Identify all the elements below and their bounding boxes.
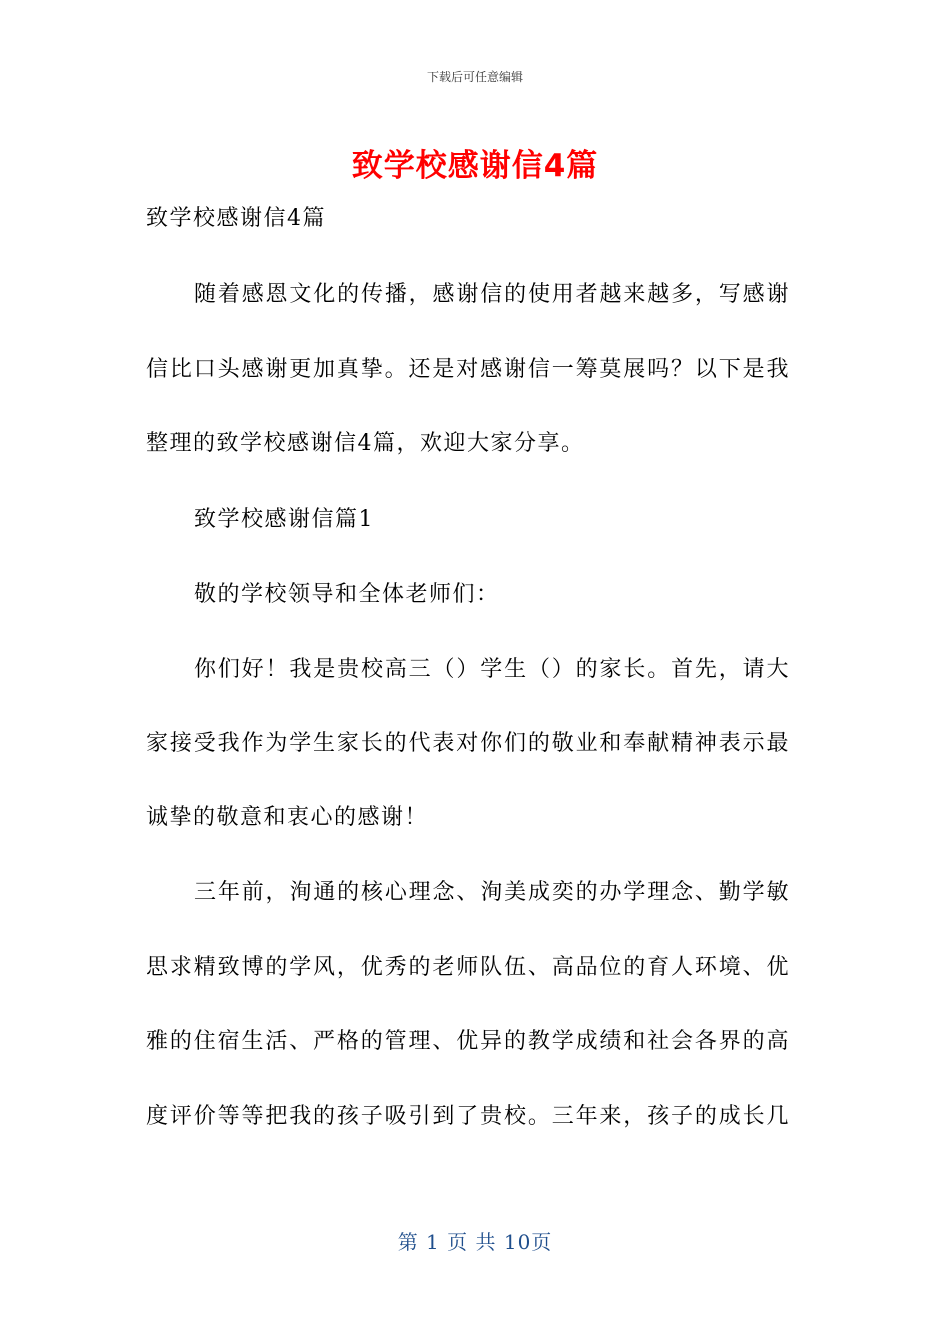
- paragraph-line: 整理的致学校感谢信4篇，欢迎大家分享。: [146, 431, 585, 456]
- document-title: 致学校感谢信4篇: [351, 148, 599, 184]
- salutation-line: 敬的学校领导和全体老师们：: [194, 582, 500, 607]
- subtitle-line: 致学校感谢信4篇: [146, 206, 326, 231]
- page-number-footer: 第 1 页 共 10页: [397, 1230, 553, 1254]
- paragraph-line: 思求精致博的学风，优秀的老师队伍、高品位的育人环境、优: [146, 955, 790, 980]
- paragraph-line: 家接受我作为学生家长的代表对你们的敬业和奉献精神表示最: [146, 731, 790, 756]
- section-heading: 致学校感谢信篇1: [194, 507, 374, 532]
- paragraph-line: 信比口头感谢更加真挚。还是对感谢信一筹莫展吗？以下是我: [146, 357, 790, 382]
- paragraph-line: 三年前，洵通的核心理念、洵美成奕的办学理念、勤学敏: [194, 880, 790, 905]
- paragraph-line: 诚挚的敬意和衷心的感谢！: [146, 805, 429, 830]
- paragraph-line: 度评价等等把我的孩子吸引到了贵校。三年来，孩子的成长几: [146, 1104, 790, 1129]
- paragraph-line: 你们好！我是贵校高三（）学生（）的家长。首先，请大: [194, 657, 790, 682]
- paragraph-line: 随着感恩文化的传播，感谢信的使用者越来越多，写感谢: [194, 282, 790, 307]
- paragraph-line: 雅的住宿生活、严格的管理、优异的教学成绩和社会各界的高: [146, 1029, 790, 1054]
- header-note: 下载后可任意编辑: [426, 70, 523, 84]
